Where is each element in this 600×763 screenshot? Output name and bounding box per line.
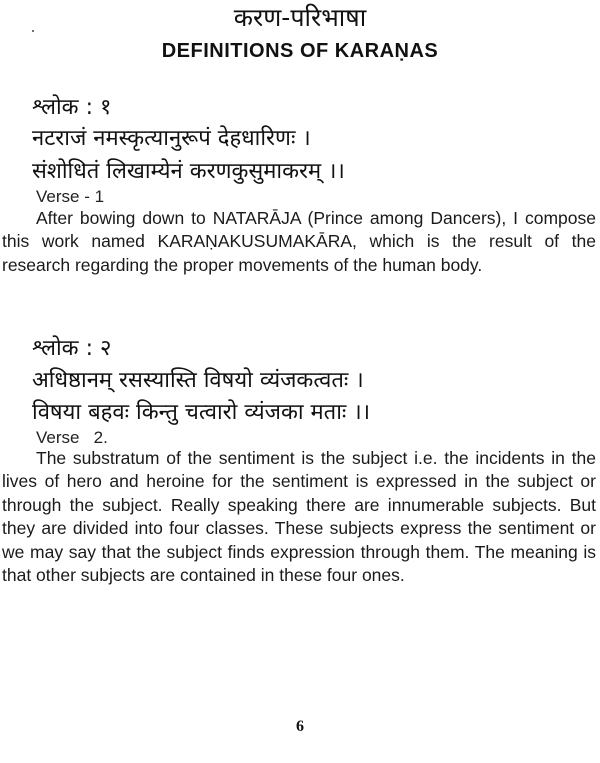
verse1-shloka-heading: श्लोक : १ — [32, 95, 112, 120]
page-number: 6 — [296, 718, 304, 735]
title-devanagari: करण-परिभाषा — [233, 3, 367, 32]
verse2-label: Verse 2. — [36, 428, 108, 447]
verse2-shloka-heading: श्लोक : २ — [32, 336, 112, 361]
verse1-sanskrit-line2: संशोधितं लिखाम्येनं करणकुसुमाकरम् ।। — [32, 159, 345, 184]
verse1-sanskrit-line1: नटराजं नमस्कृत्यानुरूपं देहधारिणः । — [32, 126, 311, 151]
verse2-sanskrit-line2: विषया बहवः किन्तु चत्वारो व्यंजका मताः ।। — [32, 400, 371, 425]
verse2-sanskrit-line1: अधिष्ठानम् रसस्यास्ति विषयो व्यंजकत्वतः । — [32, 368, 364, 393]
verse2-translation: The substratum of the sentiment is the subject i.e. the incidents in the lives of hero and heroine for the sentiment is expressed in the subject or through the subject. Really speaking there are innumerable subjects. But they are divided into four classes. These subjects express the sentiment or we may say that the subject finds expression through them. The meaning is that other subjects are contained in these four ones. — [2, 448, 596, 586]
verse1-translation: After bowing down to NATARĀJA (Prince among Dancers), I compose this work named KARAṆAKUSUMAKĀRA, which is the result of the research regarding the proper movements of the human body. — [2, 208, 596, 275]
title-english: DEFINITIONS OF KARAṆAS — [161, 40, 439, 62]
verse1-label: Verse - 1 — [36, 187, 105, 206]
